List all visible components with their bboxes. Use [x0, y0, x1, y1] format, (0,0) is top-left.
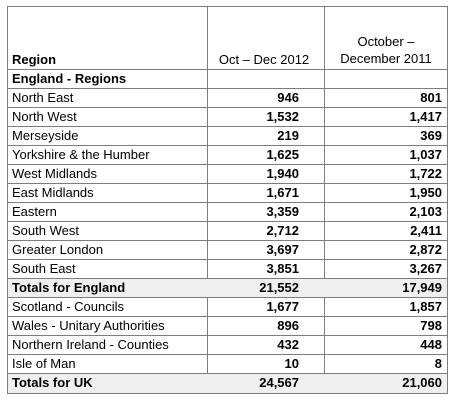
- region-name: Eastern: [12, 204, 57, 219]
- header-oct-dec-2011-line1: October –: [357, 34, 415, 49]
- table-row: [8, 184, 447, 203]
- region-name: North East: [12, 90, 74, 105]
- value-oct-dec-2011: 1,950: [409, 185, 442, 200]
- value-oct-dec-2011: 2,872: [409, 242, 442, 257]
- value-oct-dec-2012: 10: [284, 356, 299, 371]
- total-value-2011: 21,060: [402, 375, 442, 390]
- table-header: [8, 7, 447, 70]
- region-name: North West: [12, 109, 77, 124]
- regions-table: [7, 6, 448, 394]
- table-row: [8, 89, 447, 108]
- region-name: Northern Ireland - Counties: [12, 337, 169, 352]
- table-row: [8, 108, 447, 127]
- value-oct-dec-2012: 896: [277, 318, 299, 333]
- value-oct-dec-2011: 448: [420, 337, 442, 352]
- region-name: Isle of Man: [12, 356, 76, 371]
- value-oct-dec-2011: 369: [420, 128, 442, 143]
- value-oct-dec-2012: 1,671: [266, 185, 299, 200]
- region-name: Wales - Unitary Authorities: [12, 318, 165, 333]
- total-label: Totals for England: [12, 280, 126, 295]
- region-name: West Midlands: [12, 166, 98, 181]
- value-oct-dec-2011: 3,267: [409, 261, 442, 276]
- table-row: [8, 165, 447, 184]
- value-oct-dec-2011: 2,103: [409, 204, 442, 219]
- value-oct-dec-2012: 1,940: [266, 166, 299, 181]
- header-oct-dec-2011-line2: December 2011: [340, 51, 432, 66]
- region-name: South East: [12, 261, 76, 276]
- section-title: England - Regions: [12, 71, 127, 86]
- total-value-2012: 21,552: [259, 280, 299, 295]
- region-name: East Midlands: [12, 185, 94, 200]
- region-name: Yorkshire & the Humber: [12, 147, 150, 162]
- value-oct-dec-2012: 3,697: [266, 242, 299, 257]
- table-row: [8, 146, 447, 165]
- total-row-england: [8, 279, 447, 298]
- table-row: [8, 222, 447, 241]
- value-oct-dec-2011: 1,857: [409, 299, 442, 314]
- table-row: [8, 260, 447, 279]
- value-oct-dec-2011: 1,417: [409, 109, 442, 124]
- value-oct-dec-2011: 1,037: [409, 147, 442, 162]
- value-oct-dec-2012: 1,677: [266, 299, 299, 314]
- table-row: [8, 203, 447, 222]
- total-value-2012: 24,567: [259, 375, 299, 390]
- value-oct-dec-2012: 432: [277, 337, 299, 352]
- total-row-uk: [8, 374, 447, 393]
- header-oct-dec-2012: Oct – Dec 2012: [218, 52, 310, 67]
- value-oct-dec-2012: 1,532: [266, 109, 299, 124]
- header-region: Region: [12, 52, 57, 67]
- table-row: [8, 317, 447, 336]
- value-oct-dec-2012: 3,851: [266, 261, 299, 276]
- value-oct-dec-2011: 2,411: [410, 223, 442, 238]
- value-oct-dec-2012: 2,712: [266, 223, 299, 238]
- value-oct-dec-2011: 8: [434, 356, 442, 371]
- region-name: Scotland - Councils: [12, 299, 124, 314]
- total-label: Totals for UK: [12, 375, 93, 390]
- value-oct-dec-2012: 1,625: [266, 147, 299, 162]
- value-oct-dec-2011: 798: [420, 318, 442, 333]
- table-row: [8, 355, 447, 374]
- region-name: South West: [12, 223, 79, 238]
- value-oct-dec-2012: 219: [277, 128, 299, 143]
- section-row-england-regions: [8, 70, 447, 89]
- total-value-2011: 17,949: [402, 280, 442, 295]
- table-row: [8, 336, 447, 355]
- value-oct-dec-2011: 801: [420, 90, 442, 105]
- value-oct-dec-2011: 1,722: [409, 166, 442, 181]
- value-oct-dec-2012: 946: [277, 90, 299, 105]
- value-oct-dec-2012: 3,359: [266, 204, 299, 219]
- header-oct-dec-2011: [325, 33, 447, 67]
- table-row: [8, 298, 447, 317]
- region-name: Greater London: [12, 242, 104, 257]
- table-row: [8, 127, 447, 146]
- table-row: [8, 241, 447, 260]
- region-name: Merseyside: [12, 128, 79, 143]
